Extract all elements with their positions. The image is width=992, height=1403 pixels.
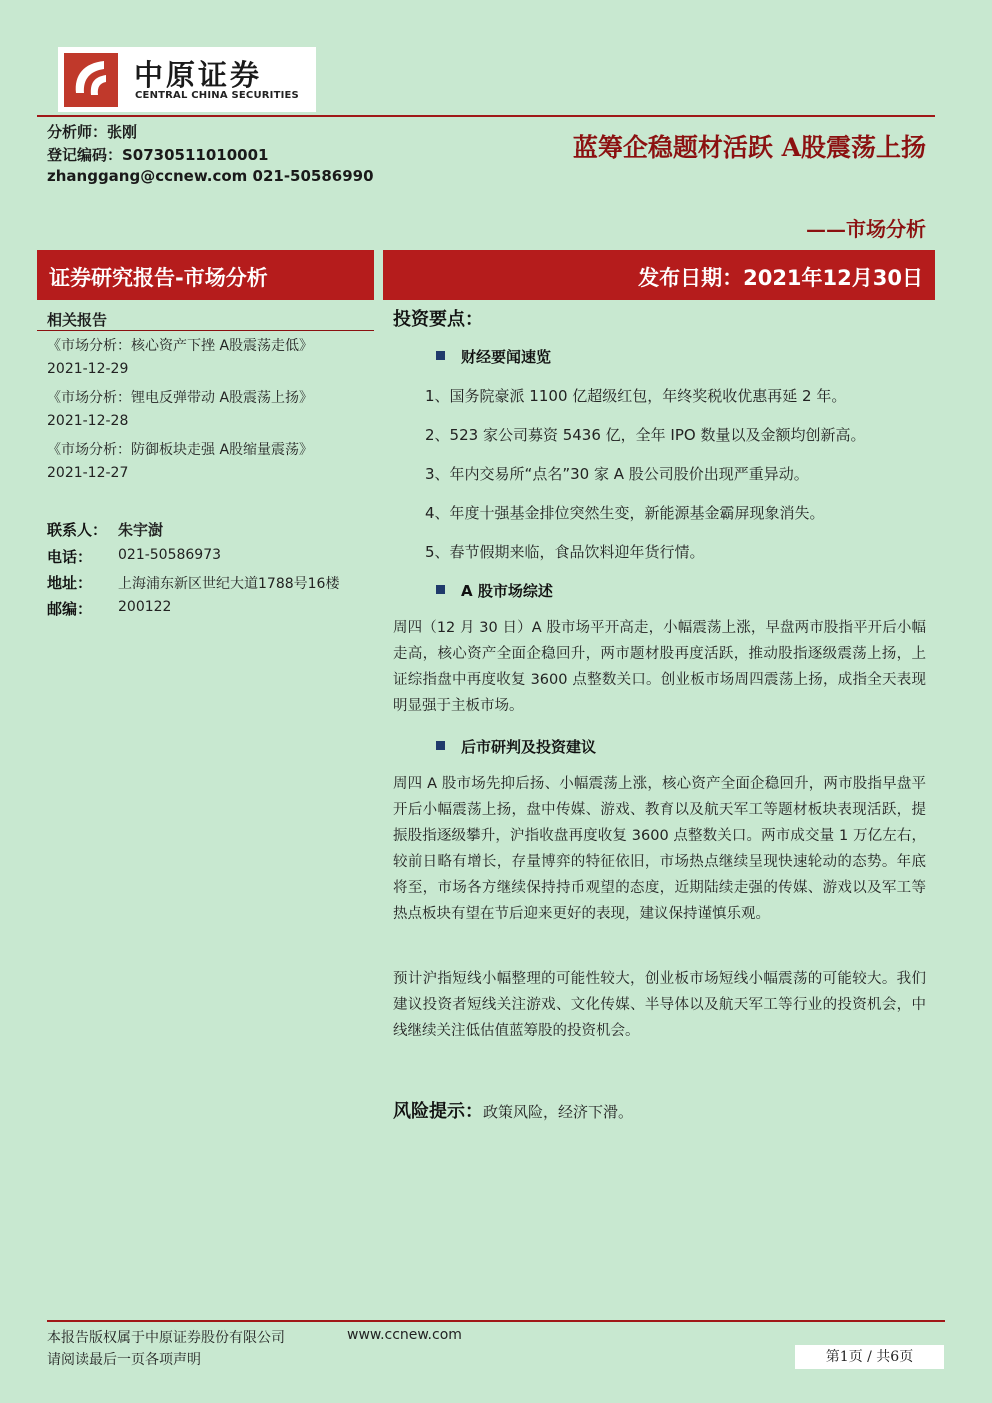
related-report-date: 2021-12-29 — [47, 361, 129, 377]
news-item: 1、国务院豪派 1100 亿超级红包，年终奖税收优惠再延 2 年。 — [425, 387, 847, 405]
contact-zip: 200122 — [118, 599, 172, 615]
report-subtitle: ——市场分析 — [806, 217, 926, 241]
advice-paragraph: 预计沪指短线小幅整理的可能性较大，创业板市场短线小幅震荡的可能较大。我们建议投资者短线关注游戏、文化传媒、半导体以及航天军工等行业的投资机会，中线继续关注低估值蓝筹股的投资机会。 — [393, 971, 926, 1039]
square-bullet-icon — [436, 351, 445, 360]
contact-address: 上海浦东新区世纪大道1788号16楼 — [118, 576, 340, 592]
related-report-date: 2021-12-27 — [47, 465, 129, 481]
analyst-registration: 登记编码：S0730511010001 — [47, 146, 269, 164]
publish-date-banner — [383, 250, 935, 300]
risk-label: 风险提示： — [393, 1101, 483, 1122]
logo-name-cn: 中原证券 — [134, 58, 263, 92]
news-item: 5、春节假期来临，食品饮料迎年货行情。 — [425, 543, 705, 561]
contact-person: 朱宇澍 — [118, 521, 164, 539]
contact-phone: 021-50586973 — [118, 547, 222, 563]
report-type-banner — [37, 250, 374, 300]
square-bullet-icon — [436, 741, 445, 750]
logo-mark-icon — [64, 53, 118, 107]
logo-name-en: CENTRAL CHINA SECURITIES — [135, 90, 299, 101]
related-report-title[interactable]: 《市场分析：防御板块走强 A股缩量震荡》 — [47, 442, 314, 458]
copyright-text: 本报告版权属于中原证券股份有限公司 — [47, 1330, 285, 1346]
website-link[interactable]: www.ccnew.com — [347, 1327, 462, 1343]
related-report-title[interactable]: 《市场分析：锂电反弹带动 A股震荡上扬》 — [47, 390, 314, 406]
related-reports-heading: 相关报告 — [47, 311, 108, 329]
contact-phone-label: 电话： — [47, 548, 93, 566]
publish-date-label: 发布日期：2021年12月30日 — [638, 266, 923, 290]
news-item: 4、年度十强基金排位突然生变，新能源基金霸屏现象消失。 — [425, 504, 825, 522]
key-points-heading: 投资要点： — [393, 309, 483, 330]
related-divider — [37, 330, 374, 331]
report-title: 蓝筹企稳题材活跃 A股震荡上扬 — [572, 133, 926, 162]
page-indicator: 第1页 / 共6页 — [795, 1345, 944, 1369]
related-report-title[interactable]: 《市场分析：核心资产下挫 A股震荡走低》 — [47, 338, 314, 354]
footer-divider — [47, 1320, 945, 1322]
news-item: 2、523 家公司募资 5436 亿，全年 IPO 数量以及金额均创新高。 — [425, 426, 866, 444]
section-news-heading: 财经要闻速览 — [436, 346, 551, 367]
analyst-contact: zhanggang@ccnew.com 021-50586990 — [47, 167, 374, 185]
market-summary-paragraph: 周四（12 月 30 日）A 股市场平开高走，小幅震荡上涨，早盘两市股指平开后小幅走高，核心资产全面企稳回升，两市题材股再度活跃，推动股指逐级震荡上扬，上证综指盘中再度收复 3600 点整数关口。创业板市场周四震荡上扬，成指全天表现明显强于主板市场。 — [393, 620, 926, 714]
contact-zip-label: 邮编： — [47, 600, 93, 618]
section-advice-heading: 后市研判及投资建议 — [436, 736, 596, 757]
company-logo — [58, 47, 316, 112]
related-report-date: 2021-12-28 — [47, 413, 129, 429]
square-bullet-icon — [436, 585, 445, 594]
risk-text: 政策风险，经济下滑。 — [483, 1103, 634, 1121]
advice-paragraph: 周四 A 股市场先抑后扬、小幅震荡上涨，核心资产全面企稳回升，两市股指早盘平开后小幅震荡上扬，盘中传媒、游戏、教育以及航天军工等题材板块表现活跃，提振股指逐级攀升，沪指收盘再度收复 3600 点整数关口。两市成交量 1 万亿左右，较前日略有增长，存量博弈的特征依旧，市场热点继续呈现快速轮动的态势。年底将至，市场各方继续保持持币观望的态度，近期陆续走强的传媒、游戏以及军工等热点板块有望在节后迎来更好的表现，建议保持谨慎乐观。 — [393, 776, 926, 922]
risk-note — [393, 1097, 633, 1123]
news-item: 3、年内交易所“点名”30 家 A 股公司股价出现严重异动。 — [425, 465, 809, 483]
disclaimer-notice: 请阅读最后一页各项声明 — [47, 1352, 201, 1368]
contact-address-label: 地址： — [47, 574, 93, 592]
contact-person-label: 联系人： — [47, 521, 108, 539]
section-market-heading: A 股市场综述 — [436, 580, 553, 601]
analyst-name: 分析师：张刚 — [47, 123, 138, 141]
header-divider — [37, 115, 935, 117]
report-type-label: 证券研究报告-市场分析 — [49, 266, 268, 290]
